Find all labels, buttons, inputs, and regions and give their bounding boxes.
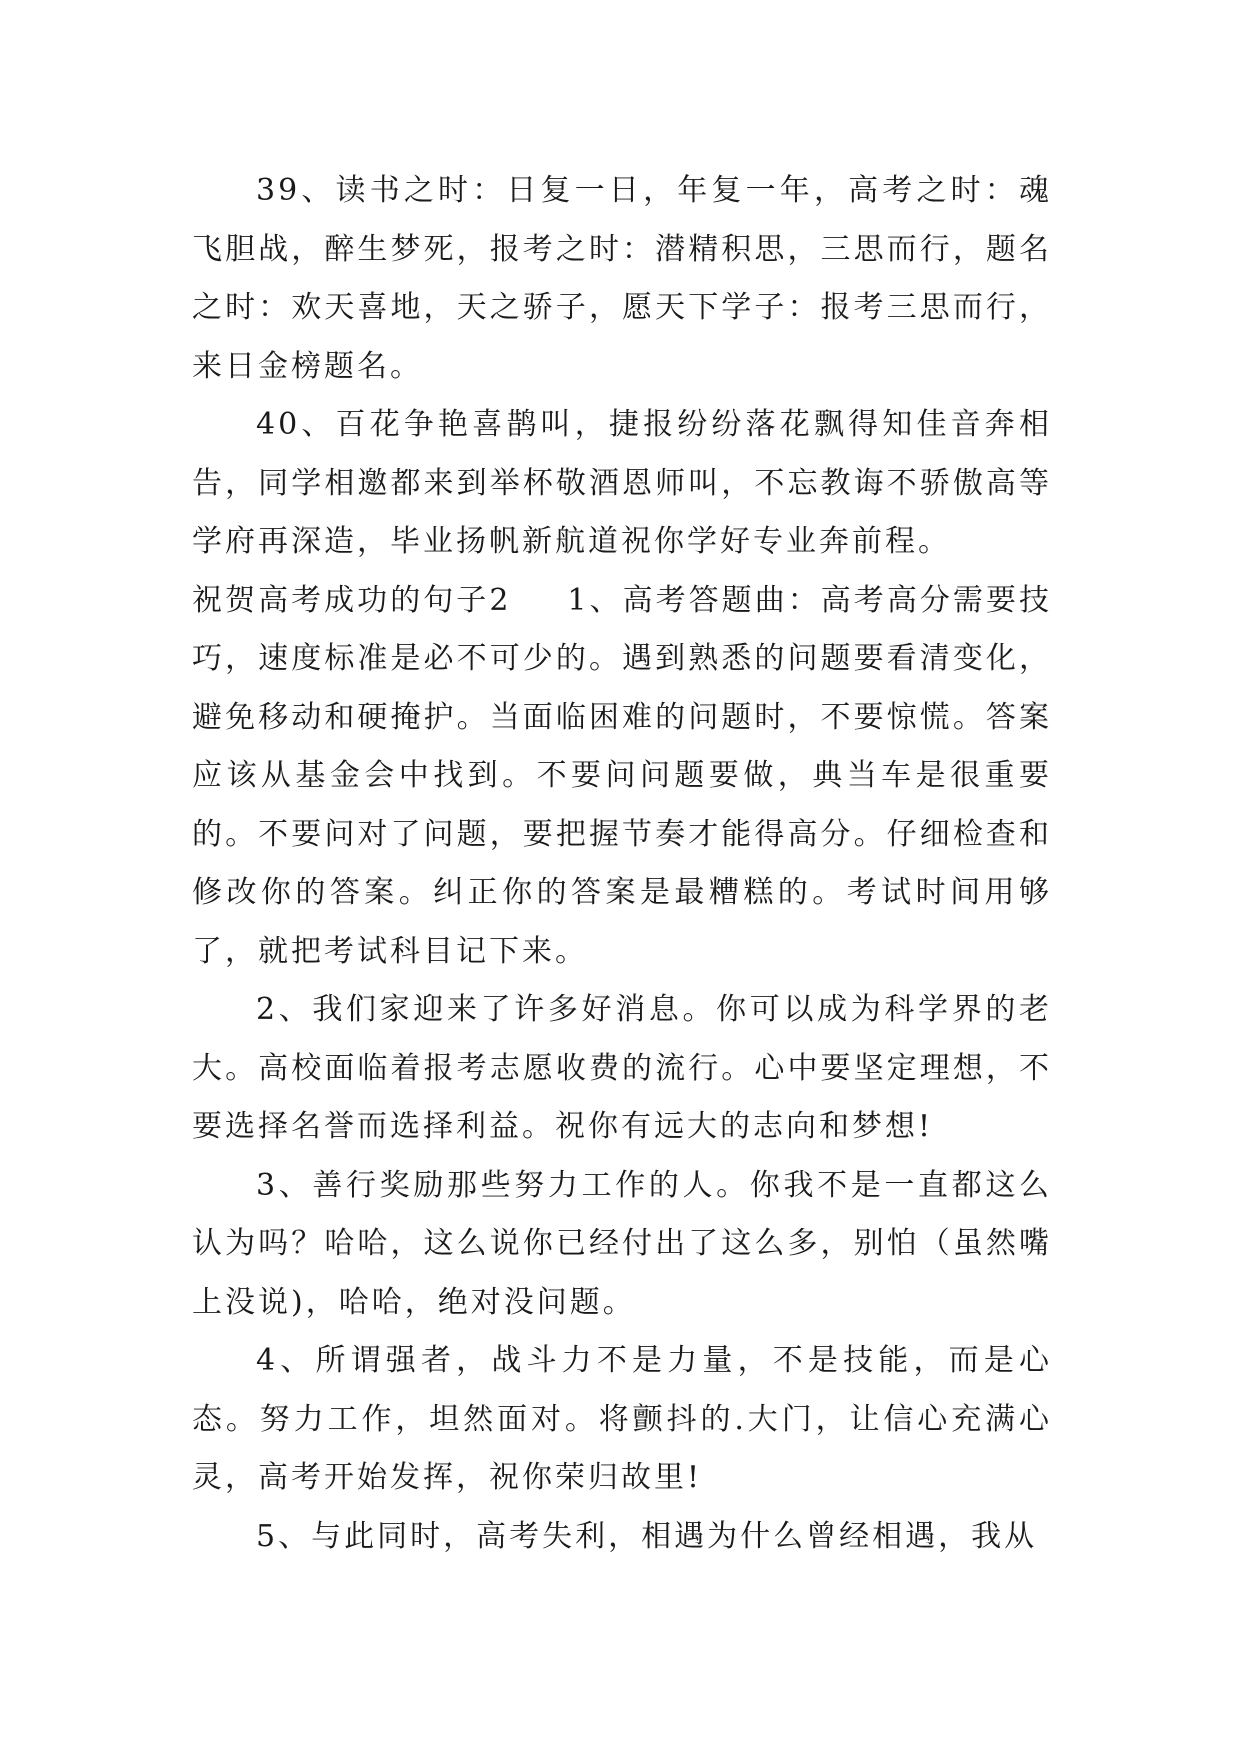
document-body xyxy=(192,162,1052,1566)
paragraph-40: 40、百花争艳喜鹊叫，捷报纷纷落花飘得知佳音奔相告，同学相邀都来到举杯敬酒恩师叫，不忘教诲不骄傲高等学府再深造，毕业扬帆新航道祝你学好专业奔前程。 xyxy=(192,407,1052,559)
paragraph-1: 1、高考答题曲：高考高分需要技巧，速度标准是必不可少的。遇到熟悉的问题要看清变化，避免移动和硬掩护。当面临困难的问题时，不要惊慌。答案应该从基金会中找到。不要问问题要做，典当车是很重要的。不要问对了问题，要把握节奏才能得高分。仔细检查和修改你的答案。纠正你的答案是最糟糕的。考试时间用够了，就把考试科目记下来。 xyxy=(192,582,1052,969)
paragraph-4: 4、所谓强者，战斗力不是力量，不是技能，而是心态。努力工作，坦然面对。将颤抖的.大门，让信心充满心灵，高考开始发挥，祝你荣归故里! xyxy=(192,1343,1052,1495)
paragraph-2: 2、我们家迎来了许多好消息。你可以成为科学界的老大。高校面临着报考志愿收费的流行。心中要坚定理想，不要选择名誉而选择利益。祝你有远大的志向和梦想! xyxy=(192,992,1052,1144)
section-paragraph xyxy=(192,572,1052,982)
paragraph-5: 5、与此同时，高考失利，相遇为什么曾经相遇，我从 xyxy=(256,1518,1038,1554)
paragraph-39: 39、读书之时：日复一日，年复一年，高考之时：魂飞胆战，醉生梦死，报考之时：潜精积思，三思而行，题名之时：欢天喜地，天之骄子，愿天下学子：报考三思而行，来日金榜题名。 xyxy=(192,173,1052,384)
paragraph-3: 3、善行奖励那些努力工作的人。你我不是一直都这么认为吗？哈哈，这么说你已经付出了这么多，别怕（虽然嘴上没说)，哈哈，绝对没问题。 xyxy=(192,1167,1052,1320)
section-heading: 祝贺高考成功的句子2 xyxy=(192,582,512,618)
